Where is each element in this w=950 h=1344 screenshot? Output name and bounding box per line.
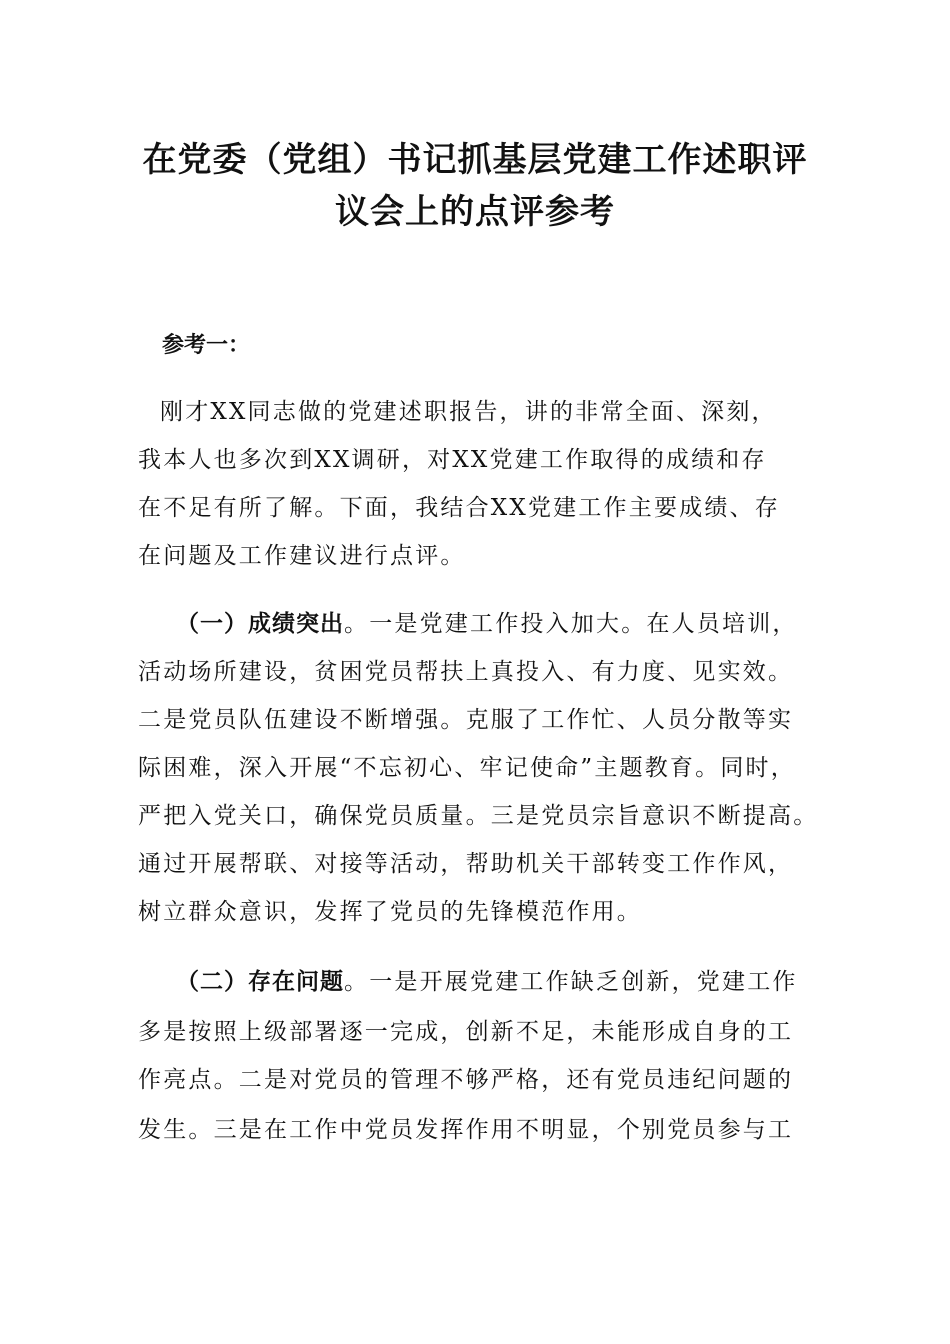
paragraph-3-line-2: 多是按照上级部署逐一完成，创新不足，未能形成自身的工	[138, 1019, 794, 1045]
paragraph-3-line-1	[176, 962, 876, 1002]
paragraph-1-line-1: 刚才XX同志做的党建述职报告，讲的非常全面、深刻，	[160, 399, 777, 425]
document-title-line-1: 在党委（党组）书记抓基层党建工作述职评	[142, 140, 808, 180]
paragraph-2-line-1	[176, 604, 876, 644]
paragraph-1-line-3: 在不足有所了解。下面，我结合XX党建工作主要成绩、存	[138, 495, 780, 521]
paragraph-3-line-3: 作亮点。二是对党员的管理不够严格，还有党员违纪问题的	[138, 1067, 794, 1093]
paragraph-2-line-3: 二是党员队伍建设不断增强。克服了工作忙、人员分散等实	[138, 707, 794, 733]
paragraph-1-line-4: 在问题及工作建议进行点评。	[138, 543, 466, 569]
section-label: 参考一：	[162, 333, 251, 358]
paragraph-2-line-6: 通过开展帮联、对接等活动，帮助机关干部转变工作作风，	[138, 851, 794, 877]
paragraph-3-line-4: 发生。三是在工作中党员发挥作用不明显，个别党员参与工	[138, 1117, 794, 1143]
paragraph-3-first-line-text: 。一是开展党建工作缺乏创新，党建工作	[344, 969, 798, 995]
paragraph-2-line-7: 树立群众意识，发挥了党员的先锋模范作用。	[138, 899, 642, 925]
paragraph-2-first-line-text: 。一是党建工作投入加大。在人员培训，	[344, 611, 798, 637]
paragraph-2-line-5: 严把入党关口，确保党员质量。三是党员宗旨意识不断提高。	[138, 803, 819, 829]
paragraph-1-line-2: 我本人也多次到XX调研，对XX党建工作取得的成绩和存	[138, 447, 767, 473]
paragraph-2-line-2: 活动场所建设，贫困党员帮扶上真投入、有力度、见实效。	[138, 659, 794, 685]
paragraph-3-heading: （二）存在问题	[176, 969, 344, 995]
paragraph-2-line-4: 际困难，深入开展“不忘初心、牢记使命”主题教育。同时，	[138, 755, 796, 781]
document-title-line-2: 议会上的点评参考	[335, 192, 615, 232]
paragraph-2-heading: （一）成绩突出	[176, 611, 344, 637]
